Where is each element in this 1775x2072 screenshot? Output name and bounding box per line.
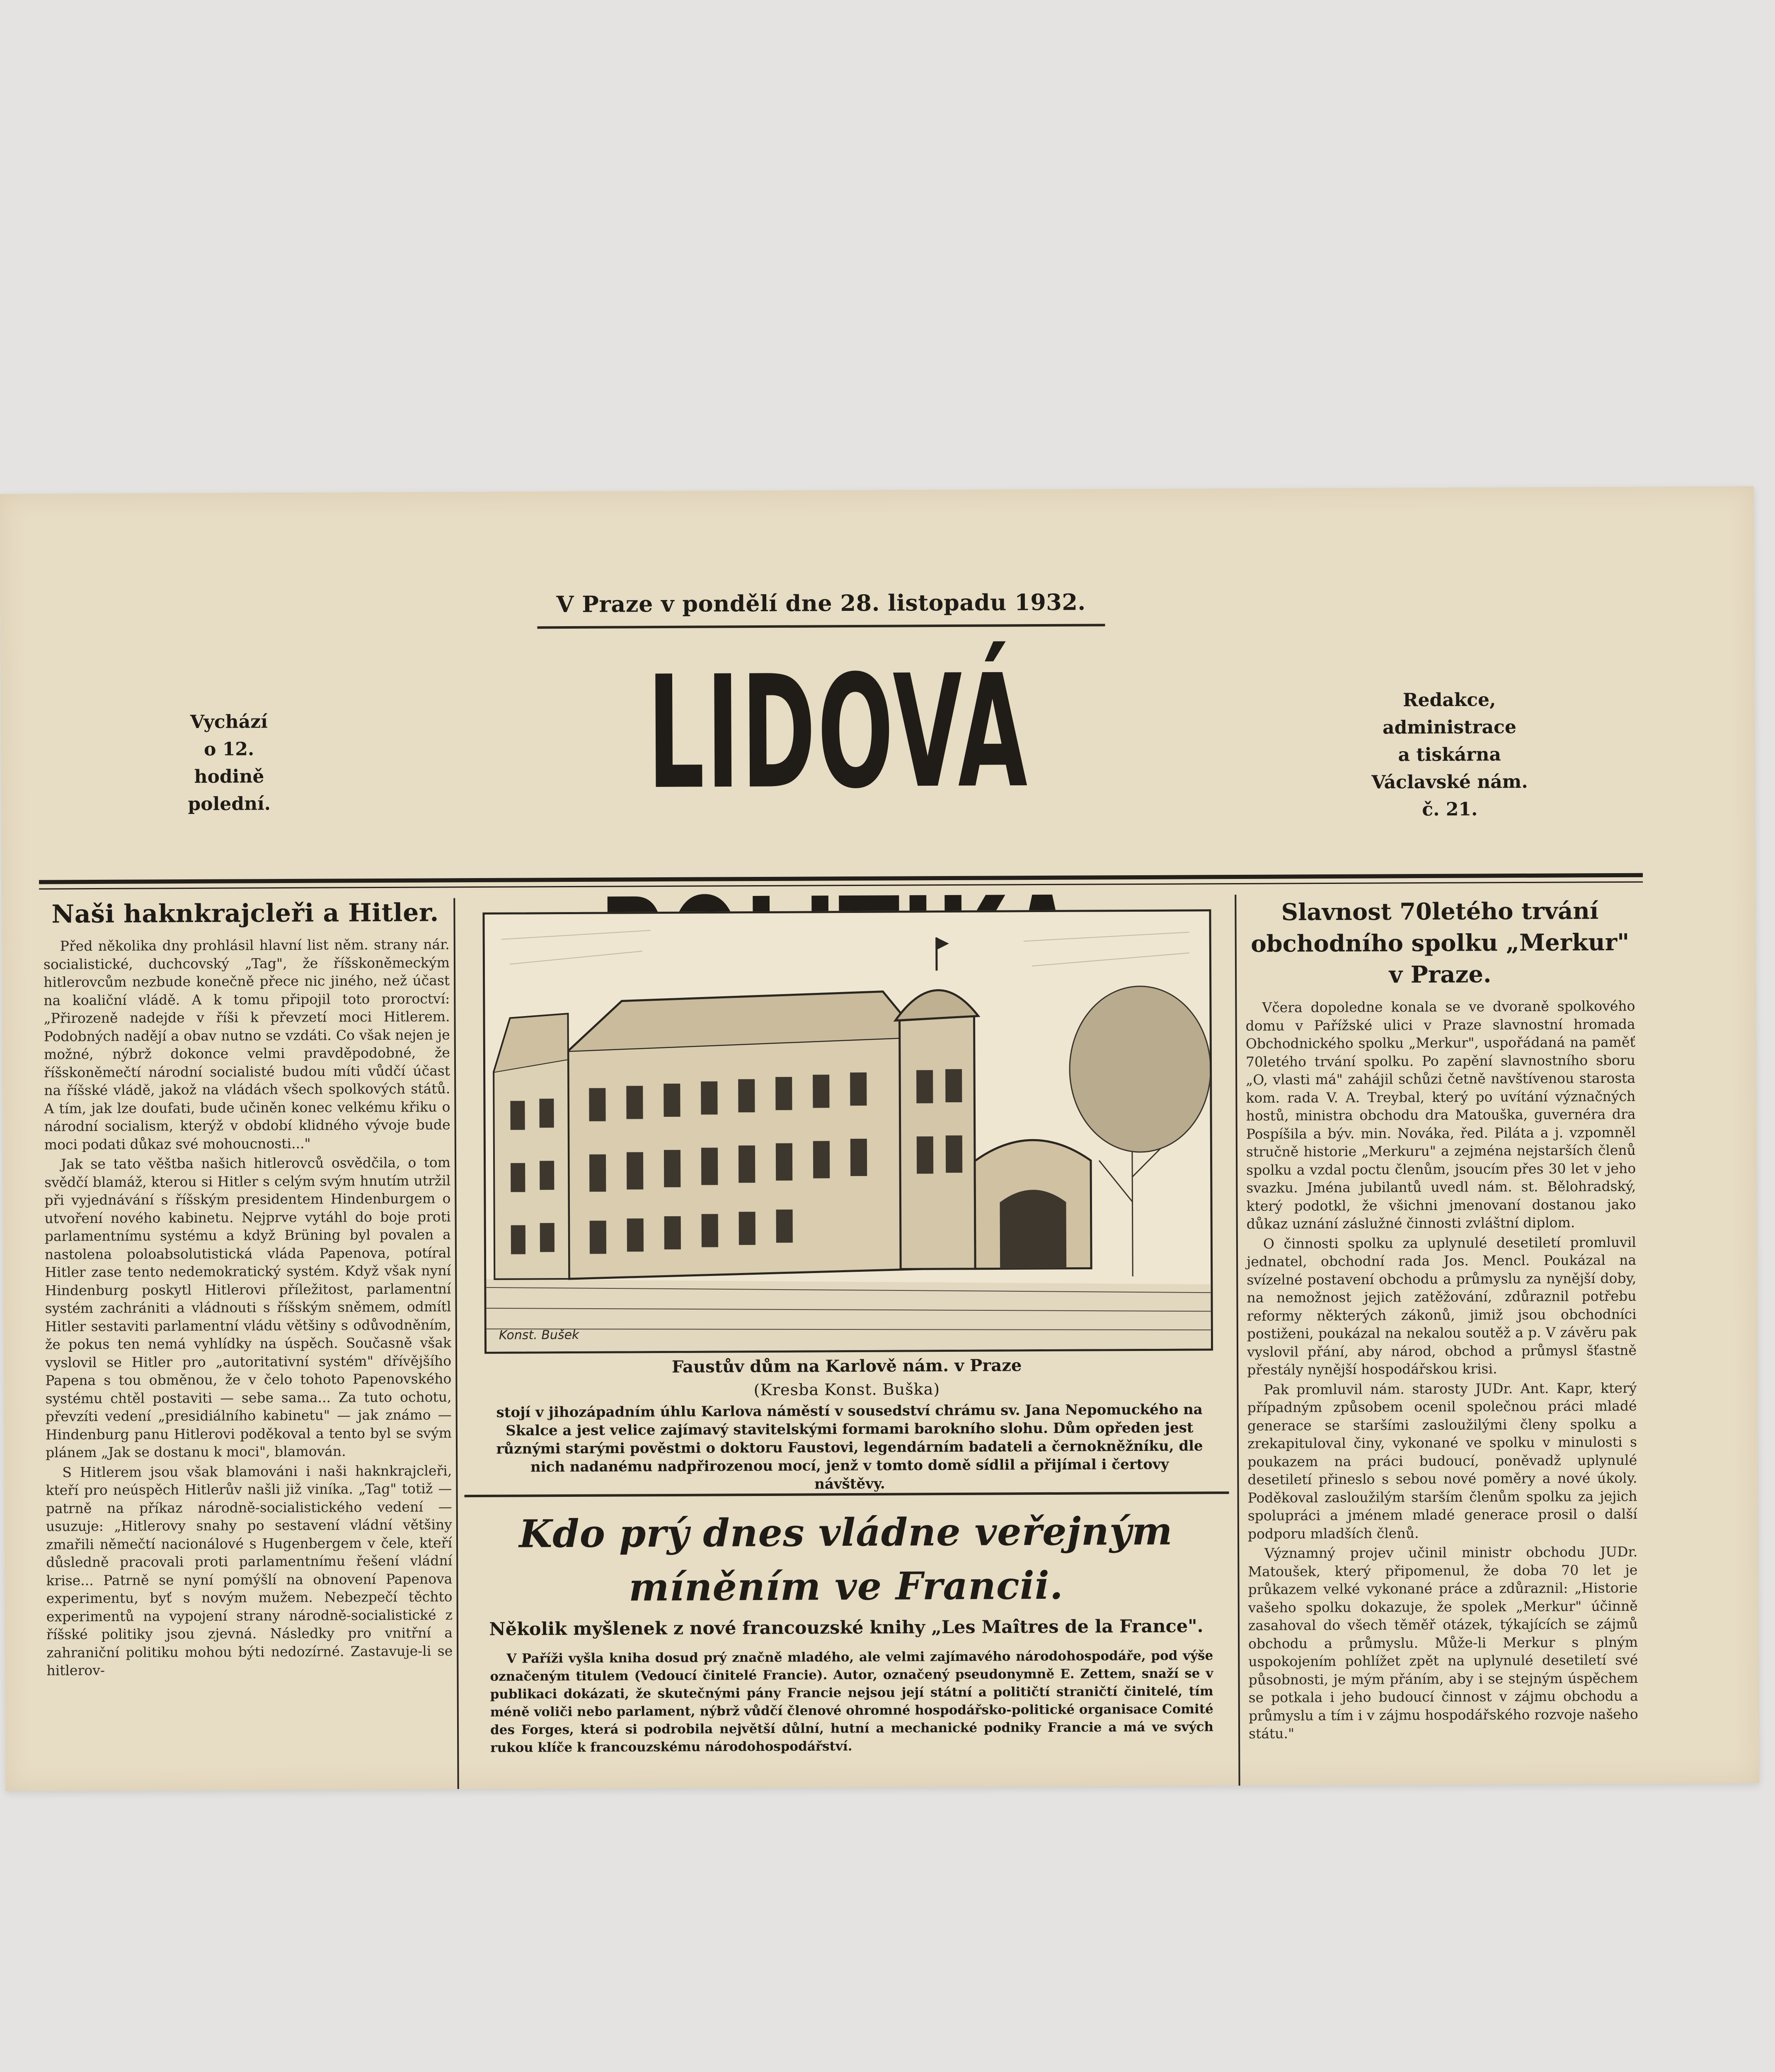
right-article-paragraph: Včera dopoledne konala se ve dvoraně spolkového domu v Pařížské ulici v Praze slavnostní hromada Obchodnického spolku „Merkur", uspořádaná na paměť 70letého trvání spolku. Po zapění slavnostního sboru „O, vlasti má" zahájil schůzi četně navštívenou starosta kom. rada V. A. Treybal, který po uvítání význačných hostů, ministra obchodu dra Matouška, guvernéra dra Pospíšila a býv. min. Nováka, řed. Piláta a j. vzpomněl stručně historie „Merkuru" a zejména nejstarších členů spolku a vzdal poctu členům, jsoucím přes 30 let v jeho svazku. Jména jubilantů uvedl nám. st. Bělohradský, který podotkl, že všichni jmenovaní dostanou jako důkaz uznání záslužné činnosti zvláštní diplom. [1245, 997, 1636, 1232]
dateline: V Praze v pondělí dne 28. listopadu 1932. [556, 588, 1086, 618]
left-article-headline: Naši haknkrajcleři a Hitler. [51, 898, 439, 929]
ear-right-line: Redakce, [1402, 689, 1496, 711]
ear-right-line: č. 21. [1422, 799, 1478, 821]
right-article [1245, 895, 1638, 1743]
center-headline-line: Kdo prý dnes vládne veřejným [519, 1508, 1173, 1556]
center-article-body: V Paříži vyšla kniha dosud prý značně mladého, ale velmi zajímavého národohospodáře, pod výše označeným titulem (Vedoucí činitelé Francie). Autor, označený pseudonymně E. Zettem, snaží se v publikaci dokázati, že skutečnými pány Francie nejsou její státní a političtí straničtí činitelé, tím méně voliči nebo parlament, nýbrž vůdčí členové ohromné hospodářsko-politické organisace Comité des Forges, která si podrobila největší důlní, hutní a mechanické podniky Francie a má ve svých rukou klíče k francouzskému národohospodářství. [490, 1648, 1214, 1755]
newspaper-page [0, 487, 1760, 1791]
image-caption-body: stojí v jihozápadním úhlu Karlova náměstí v sousedství chrámu sv. Jana Nepomuckého na Skalce a jest velice zajímavý stavitelskými formami barokního slohu. Dům opředen jest různými starými pověstmi o doktoru Faustovi, legendárním badateli a černokněžníku, dle nich nadanému nadpřirozenou mocí, jenž v tomto domě sídlil a přijímal i čertovy návštěvy. [496, 1401, 1203, 1493]
image-caption-credit: (Kresba Konst. Buška) [753, 1380, 940, 1399]
image-caption-title: Faustův dům na Karlově nám. v Praze [671, 1356, 1022, 1377]
right-headline-line: v Praze. [1389, 961, 1492, 989]
ear-left-line: o 12. hodině [194, 738, 264, 787]
ear-right-line: administrace [1382, 716, 1517, 738]
left-article-paragraph: S Hitlerem jsou však blamováni i naši haknkrajcleři, kteří pro neúspěch Hitlerův našli již viníka. „Tag" totiž — patrně na příkaz národně-socialistického vedení — usuzuje: „Hitlerovy snahy po sestavení vládní většiny zmařili němečtí nacionálové s Hugenbergem v čele, kteří důsledně pracovali proti parlamentnímu řešení vládní krise... Patrně se nyní pomýšlí na obnovení Papenova experimentu, byť s novým mužem. Nebezpečí těchto experimentů na vypojení strany národně-socialistické z říšské politiky jsou zjevná. Následky pro vnitřní a zahraniční politiku mohou býti nedozírné. Zastavuje-li se hitlerov- [46, 1462, 453, 1679]
column-divider [1235, 895, 1240, 1786]
ear-left [167, 708, 291, 818]
right-headline-line: obchodního spolku „Merkur" [1250, 928, 1630, 958]
ear-left-line: Vychází [190, 711, 268, 733]
faust-house-illustration [482, 909, 1213, 1354]
left-article [43, 898, 453, 1680]
right-headline-line: Slavnost 70letého trvání [1281, 897, 1599, 926]
ear-left-line: polední. [188, 793, 271, 815]
right-article-paragraph: Významný projev učinil ministr obchodu JUDr. Matoušek, který připomenul, že doba 70 let je průkazem velké vykonané práce a zdůraznil: „Historie vašeho spolku dokazuje, že spolek „Merkur" účinně zasahoval do všech těměř otázek, týkajících se zájmů obchodu a průmyslu. Může-li Merkur s plným uspokojením pohlížet zpět na uplynulé desetiletí své působnosti, je mým přáním, aby i se stejným úspěchem se potkala i jeho budoucí činnost v zájmu obchodu a průmyslu a tím i v zájmu hospodářského rozvoje našeho státu." [1248, 1543, 1638, 1742]
ear-right-line: Václavské nám. [1371, 771, 1528, 793]
left-article-paragraph: Před několika dny prohlásil hlavní list něm. strany nár. socialistické, duchcovský „Tag", že říšskoněmeckým hitlerovcům nezbude konečně přece nic jiného, než účast na koaliční vládě. A k tomu připojil toto proroctví: „Přirozeně nadejde v říši k převzetí moci Hitlerem. Podobných nadějí a obav nutno se vzdáti. Co však nejen je možné, nýbrž dokonce velmi pravděpodobné, že říšskoněmečtí národní socialisté budou míti vůdčí účast na říšské vládě, jakož na vládách všech spolkových států. A tím, jak lze doufati, bude učiněn konec velkému křiku o národní socialism, kterýž v období klidného vývoje bude moci podati důkaz své mohoucnosti..." [43, 936, 450, 1153]
ear-right-line: a tiskárna [1398, 744, 1501, 766]
center-headline-line: míněním ve Francii. [628, 1563, 1064, 1610]
masthead-title: LIDOVÁ [647, 641, 1029, 824]
building-drawing [484, 911, 1211, 1352]
center-article-headline [473, 1504, 1219, 1615]
ear-right [1360, 686, 1539, 824]
column-divider [453, 898, 459, 1789]
center-article-subheadline: Několik myšlenek z nové francouzské knihy „Les Maîtres de la France". [489, 1616, 1204, 1640]
right-article-paragraph: Pak promluvil nám. starosty JUDr. Ant. Kapr, který případným způsobem ocenil společnou práci mladé generace se staršími zasloužilými členy spolku a zrekapituloval činy, vykonané ve spolku v minulosti s poukazem na práci budoucí, poněvadž uplynulé desetiletí přineslo s sebou nové poměry a nové úkoly. Poděkoval zasloužilým starším členům spolku za jejich spolupráci a jménem mladé generace prosil o další podporu mladších členů. [1247, 1380, 1637, 1542]
right-article-headline [1245, 895, 1635, 991]
right-article-paragraph: O činnosti spolku za uplynulé desetiletí promluvil jednatel, obchodní rada Jos. Mencl. Poukázal na svízelné postavení obchodu a průmyslu za nynější doby, na nemožnost jejich zatěžování, zdůraznil potřebu reformy některých zákonů, jimiž jsou obchodníci postiženi, poukázal na nekalou soutěž a p. V závěru pak vyslovil přání, aby národ, obchod a průmysl šťastně přestály nynější hospodářskou krisi. [1247, 1234, 1637, 1378]
artist-signature: Konst. Bušek [499, 1327, 579, 1343]
left-article-paragraph: Jak se tato věštba našich hitlerovců osvědčila, o tom svědčí blamáž, kterou si Hitler s celým svým hnutím utržil při vyjednávání s říšským presidentem Hindenburgem o utvoření nového kabinetu. Nejprve vytáhl do boje proti parlamentnímu systému a když Brüning byl povalen a nastolena poloabsolutistická vláda Papenova, potíral Hitler zase tento nedemokratický systém. Když však nyní Hindenburg poskytl Hitlerovi příležitost, parlamentní systém zachrániti a vládnouti s říšským sněmem, odmítl Hitler sestaviti parlamentní vládu většiny s odůvodněním, že pokus ten nemá vyhlídky na úspěch. Současně však vyslovil se Hitler pro „autoritativní systém" dřívějšího Papena s tou obměnou, že v čelo tohoto Papenovského systému chtěl postaviti — sebe sama... Za tuto ochotu, převzíti vedení „presidiálního kabinetu" — jak známo — Hindenburg panu Hitlerovi poděkoval a tento byl se svým plánem „Jak se dostanu k moci", blamován. [44, 1154, 452, 1461]
